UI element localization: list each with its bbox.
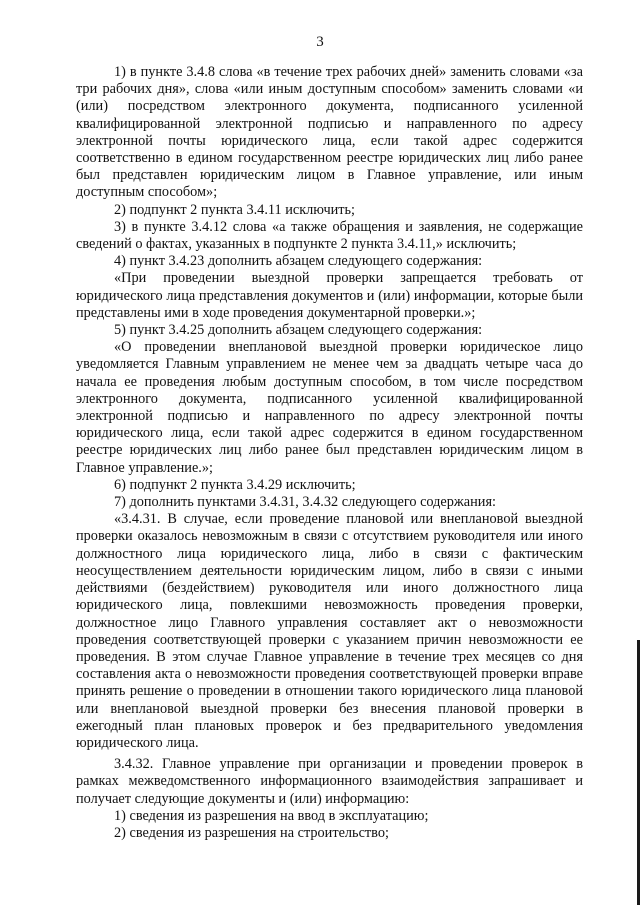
paragraph-3-4-32: 3.4.32. Главное управление при организации и проведении проверок в рамках межведомственного информационного взаимодействия запрашивает и получает следующие документы и (или) информацию: bbox=[76, 756, 583, 807]
list-item-2: 2) сведения из разрешения на строительство; bbox=[114, 824, 389, 841]
document-body bbox=[76, 64, 583, 842]
paragraph-quote-3-4-23: «При проведении выездной проверки запрещается требовать от юридического лица представления документов и (или) информации, которые были представлены ими в ходе проведения документарной проверки.»; bbox=[76, 270, 583, 321]
page-number: 3 bbox=[316, 34, 324, 50]
paragraph-item-2: 2) подпункт 2 пункта 3.4.11 исключить; bbox=[114, 201, 356, 218]
paragraph-item-7: 7) дополнить пунктами 3.4.31, 3.4.32 следующего содержания: bbox=[114, 494, 497, 511]
list-item-1: 1) сведения из разрешения на ввод в эксплуатацию; bbox=[114, 807, 429, 824]
paragraph-quote-3-4-25: «О проведении внеплановой выездной проверки юридическое лицо уведомляется Главным управлением не менее чем за двадцать четыре часа до начала ее проведения любым доступным способом, в том числе посредством электронного документа, подписанного усиленной квалифицированной электронной подписью и направленного по адресу электронной почты юридического лица, если такой адрес содержится в едином государственном реестре юридических лиц либо ранее был представлен юридическим лицом в Главное управление.»; bbox=[76, 339, 583, 476]
paragraph-3-4-31: «3.4.31. В случае, если проведение плановой или внеплановой выездной проверки оказалось невозможным в связи с отсутствием руководителя или иного должностного лица юридического лица, либо в связи с фактическим неосуществлением деятельности юридическим лицом, либо в связи с иными действиями (бездействием) руководителя или иного должностного лица юридического лица, повлекшими невозможность проведения проверки, должностное лицо Главного управления составляет акт о невозможности проведения соответствующей проверки с указанием причин невозможности ее проведения. В этом случае Главное управление в течение трех месяцев со дня составления акта о невозможности проведения соответствующей проверки вправе принять решение о проведении в отношении такого юридического лица плановой или внеплановой выездной проверки без внесения плановой проверки в ежегодный план плановых проверок и без предварительного уведомления юридического лица. bbox=[76, 511, 583, 751]
paragraph-item-5: 5) пункт 3.4.25 дополнить абзацем следующего содержания: bbox=[114, 322, 483, 339]
paragraph-item-3: 3) в пункте 3.4.12 слова «а также обращения и заявления, не содержащие сведений о фактах, указанных в подпункте 2 пункта 3.4.11,» исключить; bbox=[76, 218, 583, 253]
paragraph-item-1: 1) в пункте 3.4.8 слова «в течение трех рабочих дней» заменить словами «за три рабочих дня», слова «или иным доступным способом» заменить словами «и (или) посредством электронного документа, подписанного усиленной квалифицированной электронной подписью и направленного по адресу электронной почты юридического лица, если такой адрес содержится соответственно в едином государственном реестре юридических лиц либо ранее был представлен юридическим лицом в Главное управление, или иным доступным способом»; bbox=[76, 64, 583, 201]
paragraph-item-6: 6) подпункт 2 пункта 3.4.29 исключить; bbox=[114, 476, 356, 493]
paragraph-item-4: 4) пункт 3.4.23 дополнить абзацем следующего содержания: bbox=[114, 253, 483, 270]
